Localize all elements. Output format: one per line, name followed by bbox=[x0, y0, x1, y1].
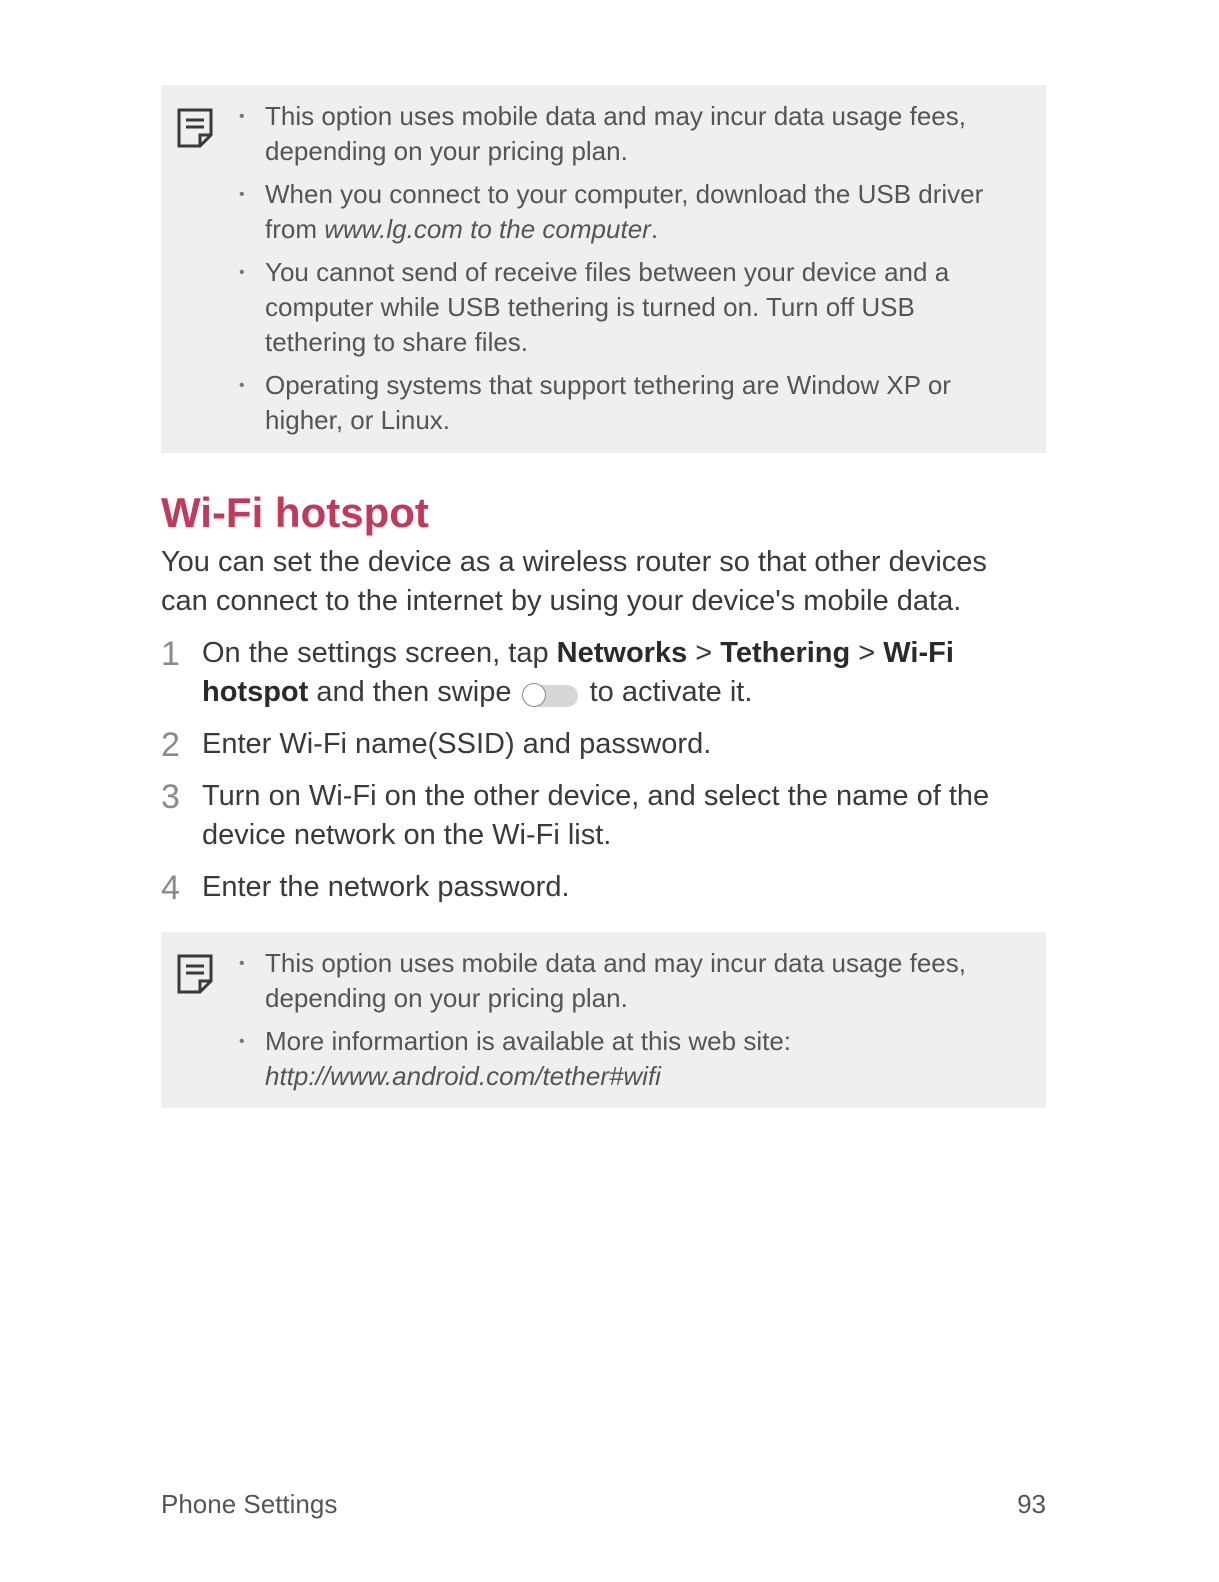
note-item: • More informartion is available at this web site: http://www.android.com/tether#wifi bbox=[239, 1024, 1022, 1094]
note-item: • This option uses mobile data and may incur data usage fees, depending on your pricing plan. bbox=[239, 946, 1022, 1016]
toggle-switch-icon bbox=[524, 685, 578, 707]
step-item: 2 Enter Wi-Fi name(SSID) and password. bbox=[161, 726, 712, 764]
page-number: 93 bbox=[1017, 1489, 1046, 1519]
note-list-top bbox=[239, 99, 1022, 446]
step-number: 1 bbox=[161, 635, 180, 673]
steps-list bbox=[161, 634, 1041, 920]
menu-networks: Networks bbox=[556, 637, 688, 669]
step-number: 3 bbox=[161, 778, 180, 816]
tether-url: http://www.android.com/tether#wifi bbox=[265, 1061, 661, 1091]
note-list-bottom bbox=[239, 946, 1022, 1102]
section-intro: You can set the device as a wireless router so that other devices can connect to the internet by using your device's mobile data. bbox=[161, 546, 987, 617]
note-item: • When you connect to your computer, download the USB driver from www.lg.com to the computer. bbox=[239, 177, 1022, 247]
note-box-bottom bbox=[161, 932, 1046, 1108]
step-number: 4 bbox=[161, 869, 180, 907]
note-item: • Operating systems that support tethering are Window XP or higher, or Linux. bbox=[239, 368, 1022, 438]
step-item: 1 On the settings screen, tap Networks > Tethering > Wi-Fi hotspot and then swipe to activate it. bbox=[161, 635, 954, 708]
menu-wifi-hotspot: Wi-Fi hotspot bbox=[202, 637, 954, 708]
step-number: 2 bbox=[161, 726, 180, 764]
menu-tethering: Tethering bbox=[720, 637, 851, 669]
usb-driver-url: www.lg.com to the computer bbox=[324, 214, 651, 244]
section-title: Wi-Fi hotspot bbox=[161, 489, 429, 536]
note-icon bbox=[176, 107, 214, 149]
step-item: 3 Turn on Wi-Fi on the other device, and select the name of the device network on the Wi-Fi list. bbox=[161, 778, 990, 851]
note-box-top bbox=[161, 85, 1046, 453]
note-item: • You cannot send of receive files between your device and a computer while USB tethering is turned on. Turn off USB tethering to share files. bbox=[239, 255, 1022, 360]
note-item: • This option uses mobile data and may incur data usage fees, depending on your pricing plan. bbox=[239, 99, 1022, 169]
footer-section-name: Phone Settings bbox=[161, 1489, 338, 1519]
note-icon bbox=[176, 953, 214, 995]
step-item: 4 Enter the network password. bbox=[161, 869, 570, 907]
